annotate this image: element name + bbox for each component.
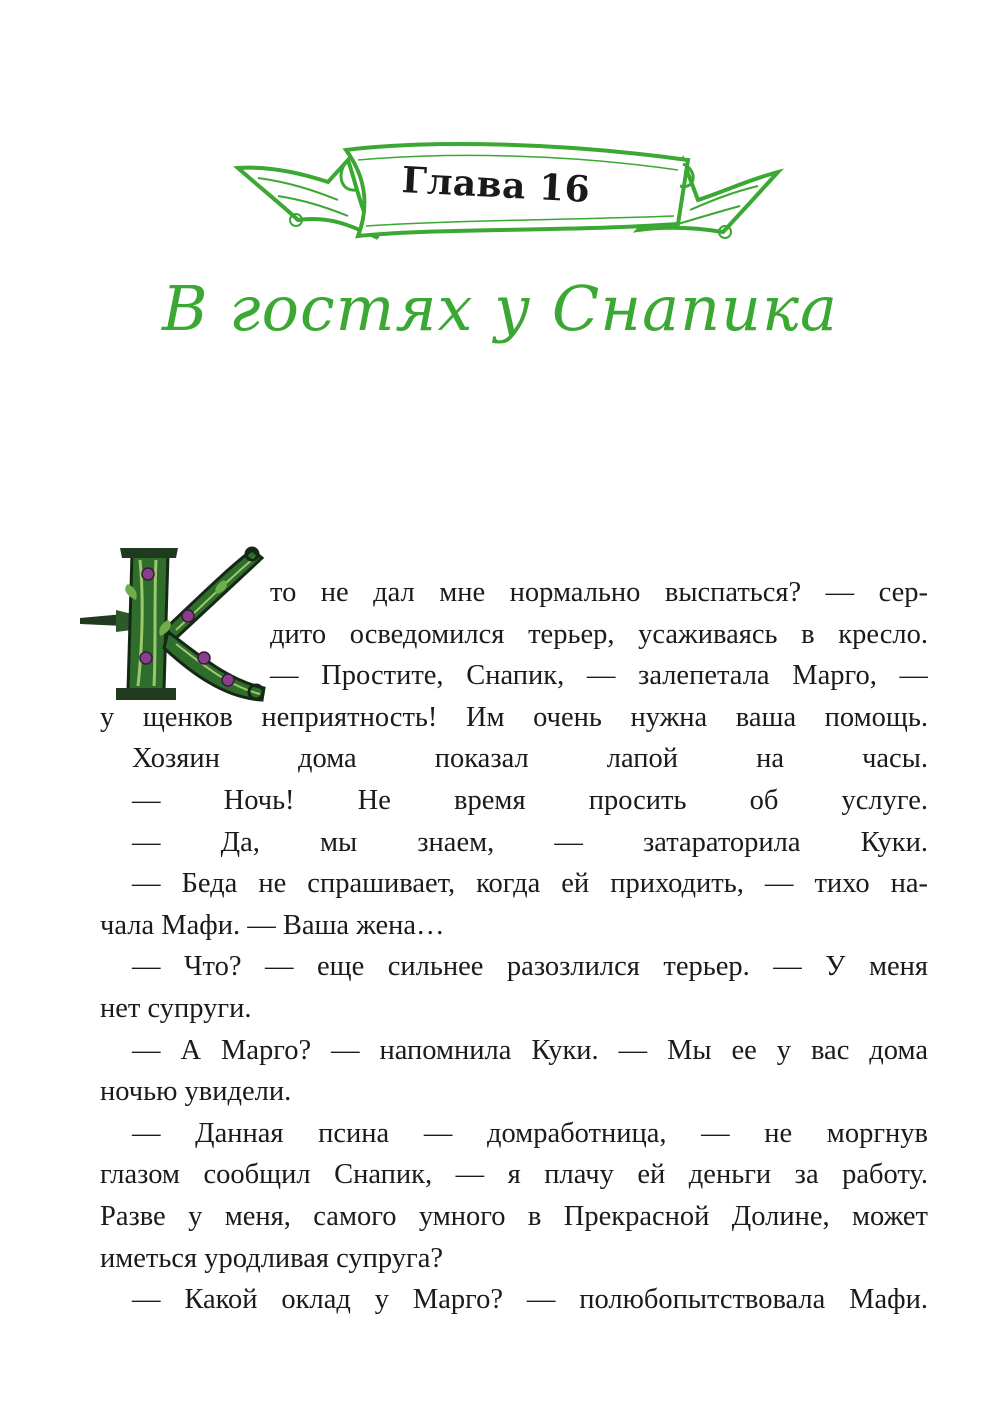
chapter-number: Глава 16	[400, 159, 592, 211]
text-line: нет супруги.	[100, 992, 252, 1024]
text-line: — А Марго? — напомнила Куки. — Мы ее у вас дома	[132, 1034, 928, 1066]
text-line: у щенков неприятность! Им очень нужна ваша помощь.	[100, 701, 928, 733]
text-line: — Да, мы знаем, — затараторила Куки.	[132, 826, 928, 858]
text-line: ночью увидели.	[100, 1076, 292, 1108]
chapter-title: В гостях у Снапика	[162, 272, 838, 345]
text-line: — Какой оклад у Марго? — полюбопытствовала Мафи.	[132, 1284, 928, 1316]
text-line: — Ночь! Не время просить об услуге.	[132, 784, 928, 816]
body-text	[100, 572, 928, 1321]
text-line: чала Мафи. — Ваша жена…	[100, 909, 445, 941]
text-line: Хозяин дома показал лапой на часы.	[132, 743, 928, 775]
text-line: Разве у меня, самого умного в Прекрасной Долине, может	[100, 1200, 928, 1232]
text-line: то не дал мне нормально выспаться? — сер-	[270, 577, 928, 608]
text-line: глазом сообщил Снапик, — я плачу ей деньги за работу.	[100, 1159, 928, 1191]
text-line: иметься уродливая супруга?	[100, 1242, 444, 1274]
text-line: — Данная псина — домработница, — не моргнув	[132, 1117, 928, 1149]
text-line: — Беда не спрашивает, когда ей приходить, — тихо на-	[132, 868, 928, 900]
text-line: — Что? — еще сильнее разозлился терьер. — У меня	[132, 951, 928, 983]
text-line: — Простите, Снапик, — залепетала Марго, —	[270, 660, 928, 692]
chapter-ribbon	[228, 120, 788, 270]
text-line: дито осведомился терьер, усаживаясь в кресло.	[270, 618, 928, 650]
